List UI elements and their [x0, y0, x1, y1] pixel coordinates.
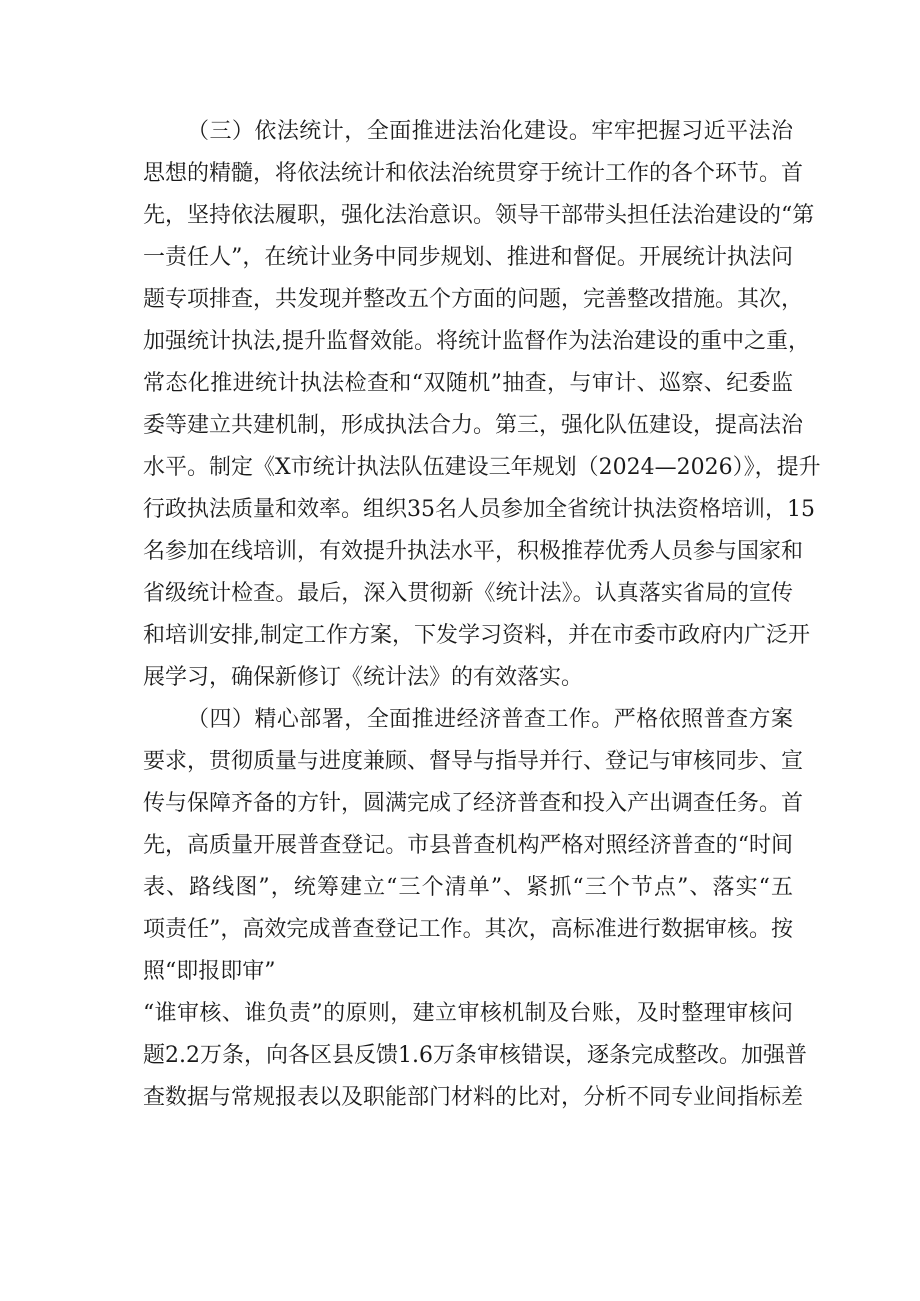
paragraph-3 [143, 111, 821, 699]
text-line: 项责任”，高效完成普查登记工作。其次，高标准进行数据审核。按 [143, 917, 793, 942]
text-line: 和培训安排,制定工作方案，下发学习资料，并在市委市政府内广泛开 [143, 623, 810, 648]
text-line: 省级统计检查。最后，深入贯彻新《统计法》。认真落实省局的宣传 [143, 581, 793, 606]
text-line: 名参加在线培训，有效提升执法水平，积极推荐优秀人员参与国家和 [143, 539, 804, 564]
text-line: 委等建立共建机制，形成执法合力。第三，强化队伍建设，提高法治 [143, 413, 804, 438]
text-line: 展学习，确保新修订《统计法》的有效落实。 [143, 665, 584, 690]
text-line: 查数据与常规报表以及职能部门材料的比对，分析不同专业间指标差 [143, 1085, 804, 1110]
text-line: 表、路线图”，统筹建立“三个清单”、紧抓“三个节点”、落实“五 [143, 875, 793, 900]
text-line: 要求，贯彻质量与进度兼顾、督导与指导并行、登记与审核同步、宣 [143, 749, 804, 774]
text-line: 先，坚持依法履职，强化法治意识。领导干部带头担任法治建设的“第 [143, 203, 815, 228]
text-line: 题2.2万条，向各区县反馈1.6万条审核错误，逐条完成整改。加强普 [143, 1043, 807, 1068]
paragraph-4 [143, 699, 807, 1119]
text-line: 常态化推进统计执法检查和“双随机”抽查，与审计、巡察、纪委监 [143, 371, 793, 396]
text-line: 行政执法质量和效率。组织35名人员参加全省统计执法资格培训，15 [143, 497, 815, 522]
text-line: 一责任人”，在统计业务中同步规划、推进和督促。开展统计执法问 [143, 245, 793, 270]
text-line: 思想的精髓，将依法统计和依法治统贯穿于统计工作的各个环节。首 [143, 161, 804, 186]
document-body [143, 111, 821, 1119]
text-line: 先，高质量开展普查登记。市县普查机构严格对照经济普查的“时间 [143, 833, 793, 858]
text-line: （四）精心部署，全面推进经济普查工作。严格依照普查方案 [187, 707, 793, 732]
text-line: 照“即报即审” [143, 959, 276, 984]
text-line: 加强统计执法,提升监督效能。将统计监督作为法治建设的重中之重， [143, 329, 810, 354]
text-line: “谁审核、谁负责”的原则，建立审核机制及台账，及时整理审核问 [143, 1001, 793, 1026]
text-line: （三）依法统计，全面推进法治化建设。牢牢把握习近平法治 [187, 119, 793, 144]
text-line: 水平。制定《X市统计执法队伍建设三年规划（2024—2026）》，提升 [143, 455, 821, 480]
text-line: 题专项排查，共发现并整改五个方面的问题，完善整改措施。其次， [143, 287, 804, 312]
text-line: 传与保障齐备的方针，圆满完成了经济普查和投入产出调查任务。首 [143, 791, 804, 816]
